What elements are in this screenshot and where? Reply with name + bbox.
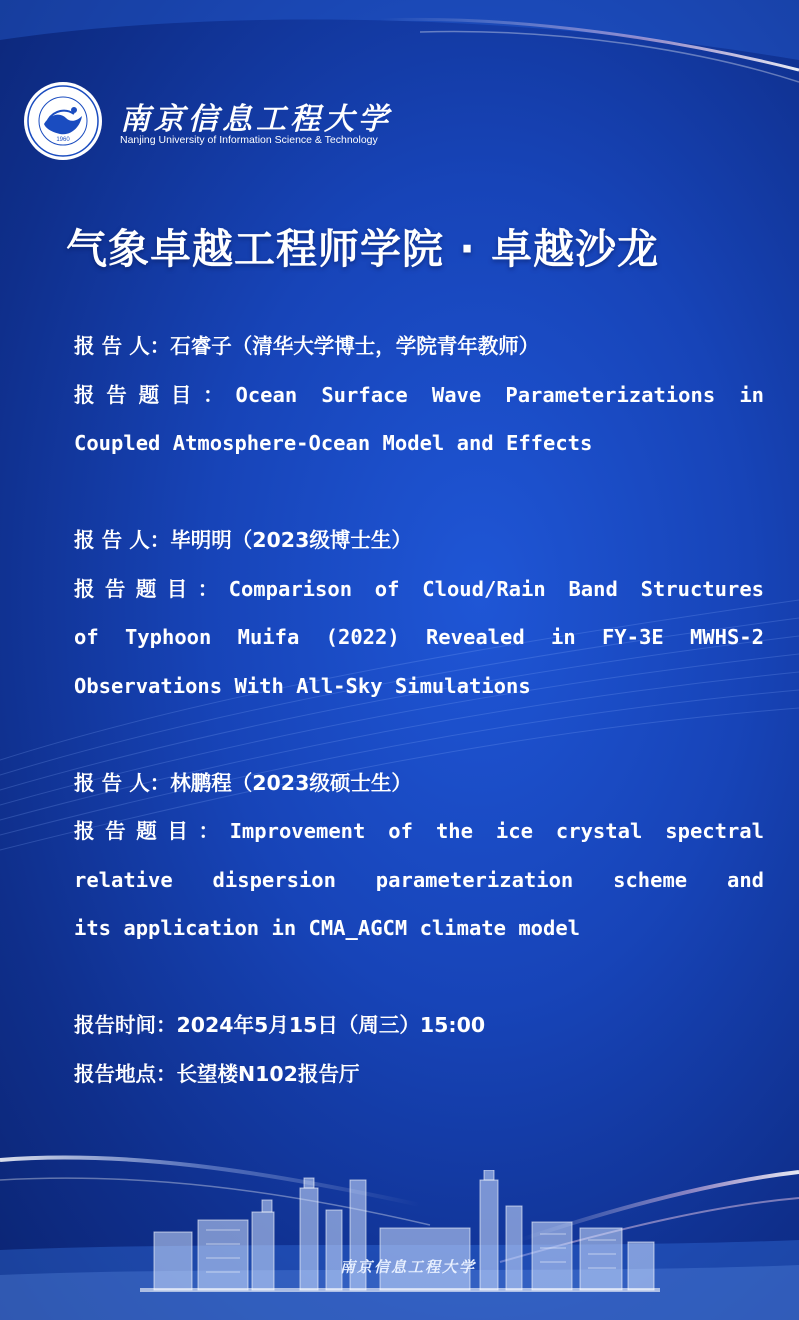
- topic-text: Improvement of the ice crystal spectral: [229, 819, 764, 843]
- event-place: [74, 1050, 764, 1099]
- talk-1-speaker: [74, 322, 764, 371]
- talk-2-topic-line-3: Observations With All-Sky Simulations: [74, 673, 531, 698]
- talk-3-topic-line-2: relative dispersion parameterization scheme and: [74, 867, 764, 892]
- university-header: [22, 80, 402, 160]
- university-name-en: Nanjing University of Information Science & Technology: [120, 134, 378, 146]
- talk-1-topic-line-2: Coupled Atmosphere-Ocean Model and Effects: [74, 431, 593, 455]
- event-time: [74, 1001, 764, 1050]
- topic-label: 报告题目：: [74, 382, 236, 407]
- speaker-name: 林鹏程（2023级硕士生）: [170, 770, 412, 795]
- campus-skyline-illustration: [140, 1170, 660, 1300]
- poster-title: 气象卓越工程师学院 · 卓越沙龙: [66, 225, 660, 273]
- topic-label: 报告题目：: [74, 819, 230, 843]
- university-name-cn: 南京信息工程大学: [120, 102, 392, 137]
- speaker-label: 报 告 人：: [74, 334, 171, 358]
- talk-3-speaker: [74, 759, 764, 808]
- talk-3-topic-line-1: [74, 807, 764, 856]
- time-label: 报告时间：: [74, 1013, 177, 1037]
- skyline-graphic: [140, 1170, 660, 1300]
- talk-2-topic-line-2: of Typhoon Muifa (2022) Revealed in FY-3E MWHS-2: [74, 625, 764, 649]
- topic-text: Comparison of Cloud/Rain Band Structures: [228, 576, 765, 601]
- topic-text: Ocean Surface Wave Parameterizations in: [235, 382, 765, 407]
- place-label: 报告地点：: [74, 1061, 177, 1086]
- talk-2-topic-line-1: [74, 565, 764, 614]
- talk-2-speaker: [74, 516, 764, 565]
- place-value: 长望楼N102报告厅: [176, 1061, 360, 1086]
- topic-label: 报告题目：: [74, 576, 229, 601]
- speaker-name: 毕明明（2023级博士生）: [170, 528, 412, 552]
- talk-1-topic-line-1: [74, 371, 764, 420]
- speaker-label: 报 告 人：: [74, 770, 171, 795]
- speaker-label: 报 告 人：: [74, 528, 171, 552]
- skyline-university-name: 南京信息工程大学: [340, 1258, 477, 1276]
- speaker-name: 石睿子（清华大学博士，学院青年教师）: [170, 334, 540, 358]
- talk-list: [74, 322, 764, 1098]
- talk-3-topic-line-3: its application in CMA_AGCM climate model: [74, 916, 581, 940]
- university-seal-logo: [22, 80, 104, 162]
- seal-year: 1960: [56, 137, 70, 143]
- time-value: 2024年5月15日（周三）15:00: [176, 1013, 486, 1037]
